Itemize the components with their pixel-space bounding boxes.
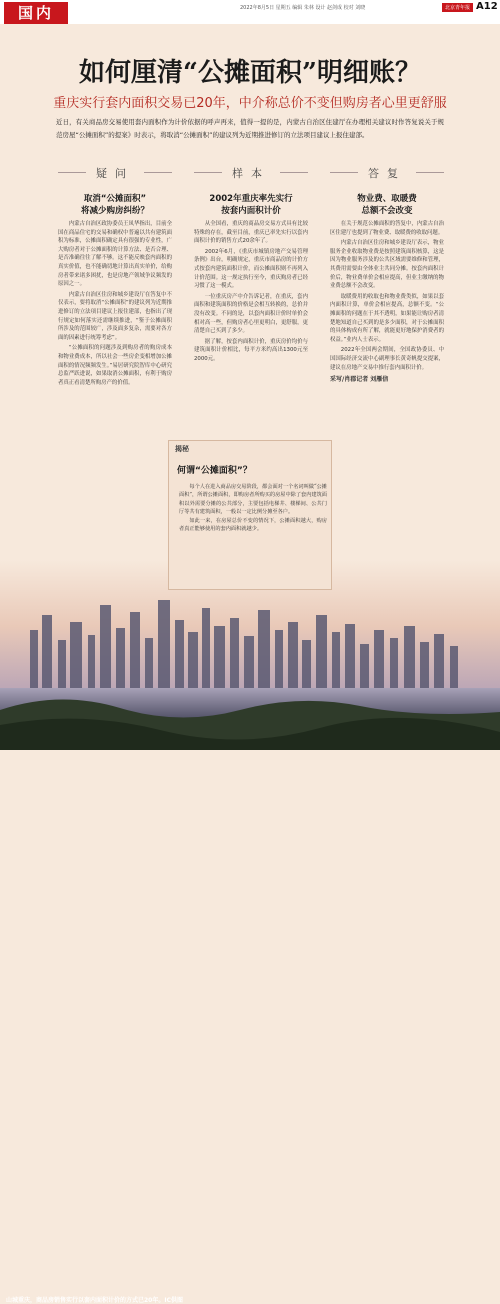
explainer-tag: 揭秘 (175, 445, 189, 453)
column-subtitle: 取消“公摊面积” 将减少购房纠纷？ (80, 194, 149, 216)
paragraph: 2002年6月，《重庆市城镇房地产交易管理条例》出台，明确规定，重庆市商品房的计价方式按套内建筑面积计价，而公摊面积则不再列入计价范围。这一规定执行至今，重庆购房者已经习惯了这一模式。 (194, 248, 308, 290)
column-subtitle: 2002年重庆率先实行 按套内面积计价 (209, 194, 293, 216)
lead-paragraph: 近日，有关商品房交易使用套内面积作为计价依据的呼声再来，值得一提的是，内蒙古自治区住建厅在办理相关建议时作答复说关于规范房屋“公摊面积”的提案》时表示，将取消“公摊面积”的建议列为近期推进修订的立法项目建议上报住建部。 (56, 118, 444, 139)
paragraph: 内蒙古自治区政协委员王凤华指出，目前全国在商品住宅的交易和确权中普遍以共有建筑面积为标准，公摊面积确定具有很强的专业性，广大购房者对于公摊面积的计算方法、是否合理、是否准确往往了解不够。这不能反映套内面积的真实价值，也不能确切地计算出真实单价，给购房者带来诸多困扰，也是房地产领域争议频发的原因之一。 (58, 221, 172, 288)
paragraph: 每个人在进入商品房交易阶段，都会面对一个名词叫做“公摊面积”，所谓公摊面积，即购房者所购买的房屋中除了套内建筑面积以外需要分摊的公共部分，主要包括电梯井、楼梯间、公共门厅等共有建筑面积，一般以一定比例分摊至各户。 (179, 484, 327, 516)
section-tag: 国内 (4, 2, 68, 24)
paragraph: 据了解，按套内面积计价，重庆房价均价与建筑面积计价相比，每平方米约高出1300元至2000元。 (194, 338, 308, 362)
column-text (330, 220, 444, 385)
paragraph: 2022年全国两会期间，全国政协委员、中国国际经济交流中心副理事长黄奇帆提交提案，建议在房地产交易中推行套内面积计价。 (330, 347, 444, 371)
paragraph: “公摊面积的问题涉及到购房者的购房成本和物业费成本，所以社会一些房企变相增加公摊面积的情况频频发生。”易居研究院智库中心研究总监严跃进说，如果取消公摊面积，有利于购房者真正看清楚所购房产的价值。 (58, 345, 172, 386)
subheadline: 重庆实行套内面积交易已20年，中介称总价不变但购房者心里更舒服 (53, 96, 447, 111)
paragraph: 取暖费用的收取也和物业费类似，如果以套内面积计算，单价会相应提高，总额不变。“公摊面积的问题在于其不透明，如果能让购房者清楚地知道自己买到的是多少面积，对于公摊面积的具体构成有所了解，就能更好地保护消费者的权益。”业内人士表示。 (330, 293, 444, 343)
explainer-text (179, 483, 327, 533)
paragraph: 如此一来，在房屋总价不变的情况下，公摊面积越大，购房者真正能够使用的套内面积就越少。 (179, 517, 327, 533)
column-heading: 疑问 (50, 165, 180, 181)
page-number: A12 (476, 1, 498, 12)
explainer-title: 何谓“公摊面积”？ (177, 466, 252, 476)
paragraph: 在关于规范公摊面积的答复中，内蒙古自治区住建厅也提到了物业费、取暖费的收取问题。 (330, 221, 444, 236)
paragraph: 一位重庆房产中介告诉记者，在重庆，套内面积和建筑面积的价格是会相互转换的，总价并没有改变。不同的是，以套内面积计价时单价会相对高一些，但购房者心里更明白，更舒服，更清楚自己买到了多少。 (194, 293, 308, 335)
explainer-box (168, 440, 332, 590)
photo-caption: 山城重庆，商品房销售实行以套内面积计价的方式已20年。IC供图 (6, 1297, 183, 1304)
edition-badge: 北京青年报 (442, 3, 473, 12)
column-heading: 答复 (322, 165, 452, 181)
byline: 采写/肖郡记者 刘雁信 (330, 376, 389, 384)
paragraph: 内蒙古自治区住房和城乡建设厅表示，物业服务企业收取物业费是按照建筑面积核算，这是因为物业服务涉及的公共区域需要维修和管理，其费用需要由全体业主共同分摊。按套内面积计价后，物业费单价会相应提高，但业主缴纳的物业费总额不会改变。 (330, 240, 444, 290)
issue-info: 2022年8月5日 星期五 编辑 朱林 设计 赵剑成 校对 刘晓 (240, 5, 366, 11)
paragraph: 从全国看，重庆的商品房交易方式具有比较特殊的存在，截至目前，重庆已率先实行以套内面积计价的销售方式20余年了。 (194, 221, 308, 245)
paragraph: 内蒙古自治区住房和城乡建设厅在答复中不仅表示，要将取消“公摊面积”的建议列为近期推进修订的立法项目建议上报住建部，也指出了现行规定如何落实还需继续推进，“鉴于公摊面积所涉及的范围较广，涉及面多复杂，需要对各方面的因素进行统筹考虑”。 (58, 291, 172, 341)
headline: 如何厘清“公摊面积”明细账？ (79, 58, 421, 88)
column-subtitle: 物业费、取暖费 总额不会改变 (357, 194, 417, 216)
column-heading: 样本 (186, 165, 316, 181)
column-doubt (50, 160, 180, 585)
page-header (0, 0, 500, 24)
column-text (194, 220, 308, 366)
column-reply (322, 160, 452, 585)
column-text (58, 220, 172, 389)
